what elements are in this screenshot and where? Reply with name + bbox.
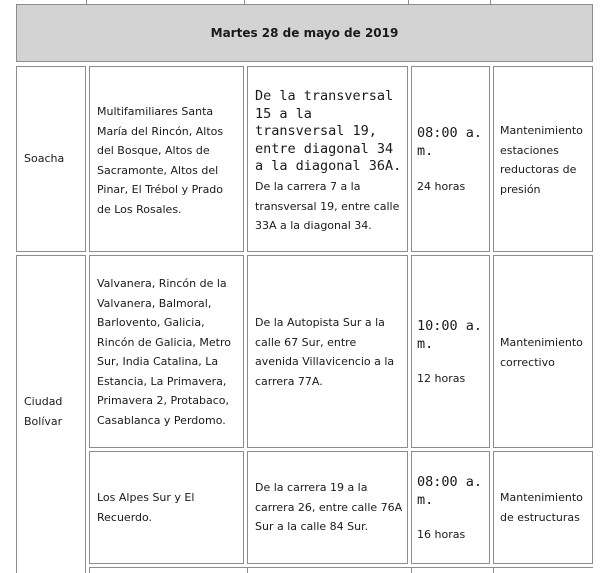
row1-time: 08:00 a. m. [417, 125, 483, 159]
row1-neighborhoods: Multifamiliares Santa María del Rincón, Altos del Bosque, Altos de Sacramonte, Altos del Pinar, El Trébol y Prado de Los Rosales. [97, 105, 224, 216]
row1-sector-detail: De la carrera 7 a la transversal 19, entre calle 33A a la diagonal 34. [255, 180, 400, 232]
row1-work: Mantenimiento estaciones reductoras de presión [500, 124, 583, 196]
row3-duration: 16 horas [417, 528, 466, 541]
bottom-row-top-border [89, 567, 593, 568]
bottom-divider-2 [247, 567, 248, 573]
row1-duration: 24 horas [417, 180, 466, 193]
date-header-text: Martes 28 de mayo de 2019 [210, 26, 399, 40]
row3-neighborhoods: Los Alpes Sur y El Recuerdo. [97, 491, 195, 524]
row3-time: 08:00 a. m. [417, 474, 483, 508]
row2-work: Mantenimiento correctivo [500, 336, 583, 369]
row3-sector: De la carrera 19 a la carrera 26, entre calle 76A Sur a la calle 84 Sur. [255, 481, 403, 533]
row2-duration: 12 horas [417, 372, 466, 385]
row2-sector: De la Autopista Sur a la calle 67 Sur, entre avenida Villavicencio a la carrera 77A. [255, 316, 395, 388]
row2-locality: Ciudad Bolívar [24, 395, 63, 428]
bottom-divider-1 [89, 567, 90, 573]
row2-neighborhoods: Valvanera, Rincón de la Valvanera, Balmoral, Barlovento, Galicia, Rincón de Galicia, Metro Sur, India Catalina, La Estancia, La Primavera, Primavera 2, Protabaco, Casablanca y Perdomo. [97, 277, 231, 427]
row1-sector-main: De la transversal 15 a la transversal 19, entre diagonal 34 a la diagonal 36A. [255, 88, 402, 174]
bottom-divider-4 [493, 567, 494, 573]
bottom-divider-3 [411, 567, 412, 573]
date-header [16, 4, 593, 62]
row3-work: Mantenimiento de estructuras [500, 491, 583, 524]
row2-time: 10:00 a. m. [417, 318, 483, 352]
row1-locality: Soacha [24, 152, 65, 165]
